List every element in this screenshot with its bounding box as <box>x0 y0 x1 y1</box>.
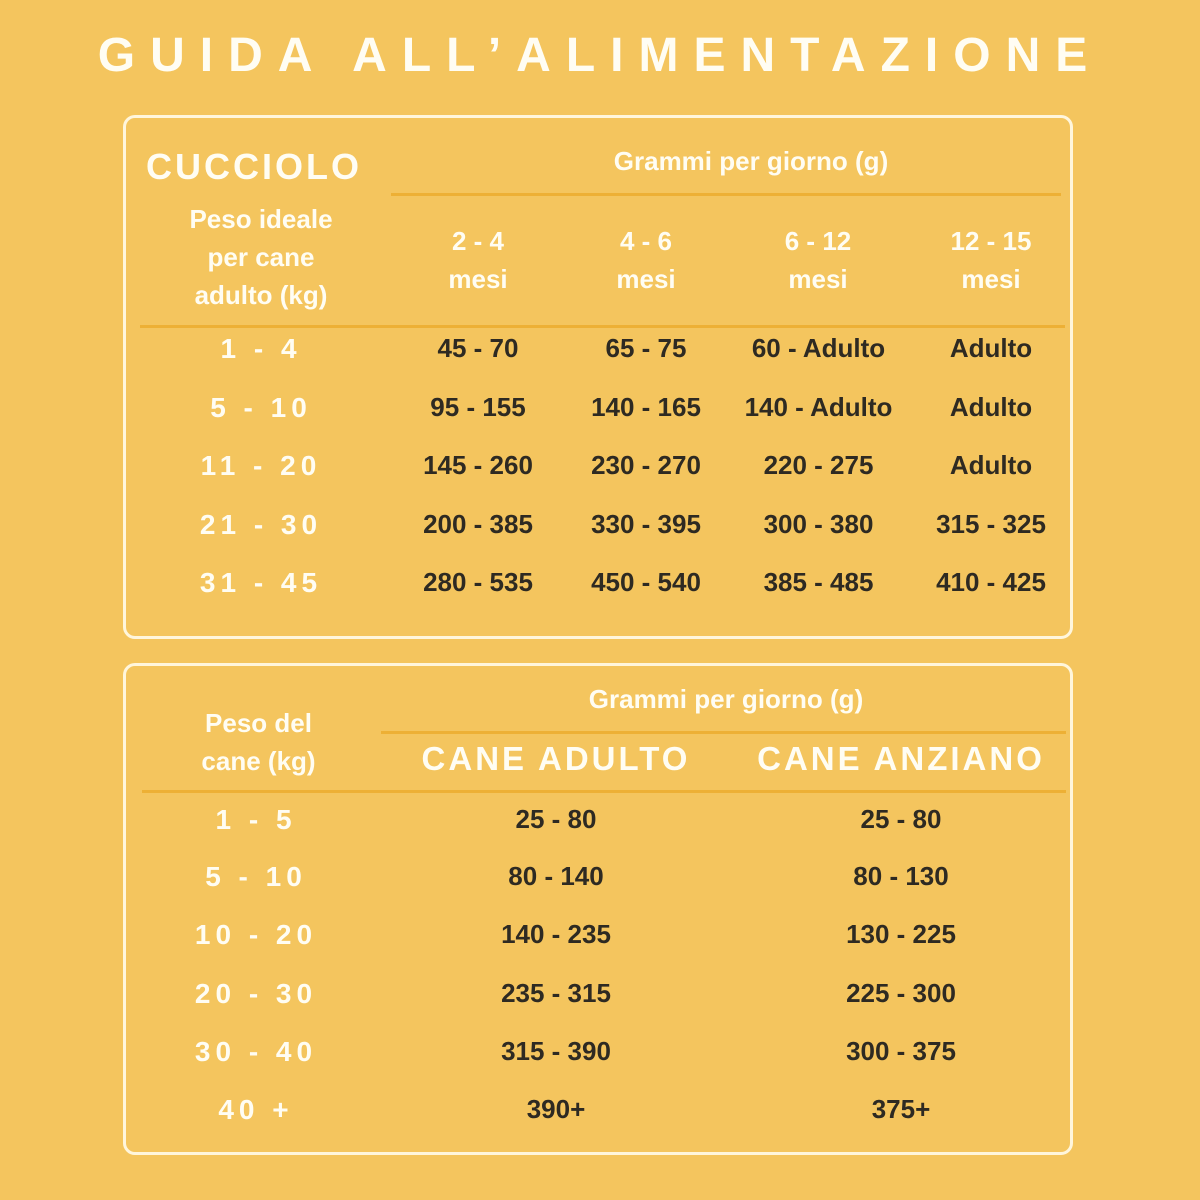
column-unit: mesi <box>448 264 508 294</box>
weight-cell: 1 - 5 <box>215 804 297 835</box>
value-cell: 390+ <box>526 1094 586 1124</box>
value-cell: 145 - 260 <box>423 450 533 480</box>
value-cell: 25 - 80 <box>515 804 597 834</box>
value-cell: 130 - 225 <box>846 919 956 949</box>
weight-cell: 1 - 4 <box>220 333 302 364</box>
grams-per-day-header: Grammi per giorno (g) <box>588 684 864 714</box>
weight-cell: 30 - 40 <box>194 1036 318 1067</box>
column-header-cane-adulto: CANE ADULTO <box>421 740 691 777</box>
value-cell: 60 - Adulto <box>751 333 886 363</box>
weight-header-line: cane (kg) <box>201 746 316 776</box>
value-cell: 315 - 390 <box>501 1036 611 1066</box>
value-cell: 300 - 380 <box>763 509 874 539</box>
column-unit: mesi <box>616 264 676 294</box>
weight-cell: 5 - 10 <box>205 861 307 892</box>
value-cell: 375+ <box>871 1094 931 1124</box>
value-cell: 235 - 315 <box>501 978 611 1008</box>
weight-cell: 31 - 45 <box>199 567 323 598</box>
value-cell: 200 - 385 <box>423 509 533 539</box>
value-cell: Adulto <box>949 333 1033 363</box>
column-range: 6 - 12 <box>784 226 852 256</box>
body-divider <box>142 790 1066 793</box>
value-cell: 315 - 325 <box>936 509 1046 539</box>
value-cell: 95 - 155 <box>430 392 526 422</box>
weight-cell: 11 - 20 <box>200 450 322 481</box>
table-row <box>126 509 1070 549</box>
weight-cell: 20 - 30 <box>194 978 318 1009</box>
column-header-4-6-months <box>566 222 726 298</box>
weight-header-line: adulto (kg) <box>194 280 328 310</box>
table-row <box>126 919 1070 959</box>
value-cell: 225 - 300 <box>846 978 956 1008</box>
weight-cell: 5 - 10 <box>210 392 312 423</box>
value-cell: 45 - 70 <box>437 333 519 363</box>
table-row <box>126 392 1070 432</box>
column-range: 2 - 4 <box>451 226 505 256</box>
table-row <box>126 333 1070 373</box>
column-unit: mesi <box>961 264 1021 294</box>
body-divider <box>140 325 1065 328</box>
value-cell: 140 - 235 <box>501 919 611 949</box>
value-cell: 140 - Adulto <box>744 392 893 422</box>
value-cell: 385 - 485 <box>763 567 874 597</box>
column-range: 4 - 6 <box>619 226 673 256</box>
value-cell: 65 - 75 <box>605 333 687 363</box>
weight-header-line: Peso del <box>205 708 312 738</box>
value-cell: 80 - 130 <box>853 861 949 891</box>
value-cell: 330 - 395 <box>591 509 701 539</box>
weight-header-line: Peso ideale <box>189 204 333 234</box>
value-cell: Adulto <box>949 392 1033 422</box>
column-unit: mesi <box>788 264 848 294</box>
section-label-cucciolo: CUCCIOLO <box>146 146 362 187</box>
value-cell: 450 - 540 <box>591 567 701 597</box>
value-cell: 140 - 165 <box>591 392 701 422</box>
value-cell: 410 - 425 <box>936 567 1046 597</box>
header-divider <box>381 731 1066 734</box>
weight-cell: 10 - 20 <box>194 919 318 950</box>
column-range: 12 - 15 <box>950 226 1032 256</box>
table-row <box>126 804 1070 844</box>
page-title: GUIDA ALL’ALIMENTAZIONE <box>97 29 1103 82</box>
value-cell: 80 - 140 <box>508 861 604 891</box>
weight-cell: 40 + <box>218 1094 294 1125</box>
weight-column-header <box>136 200 386 314</box>
adult-feeding-table <box>123 663 1073 1155</box>
table-row <box>126 861 1070 901</box>
weight-cell: 21 - 30 <box>199 509 323 540</box>
column-header-cane-anziano: CANE ANZIANO <box>757 740 1045 777</box>
weight-header-line: per cane <box>207 242 315 272</box>
value-cell: 220 - 275 <box>763 450 874 480</box>
weight-column-header <box>136 704 381 780</box>
header-divider <box>391 193 1061 196</box>
value-cell: Adulto <box>949 450 1033 480</box>
column-header-2-4-months <box>398 222 558 298</box>
value-cell: 230 - 270 <box>591 450 701 480</box>
column-header-6-12-months <box>738 222 898 298</box>
puppy-feeding-table <box>123 115 1073 639</box>
table-row <box>126 978 1070 1018</box>
table-row <box>126 567 1070 607</box>
table-row <box>126 1094 1070 1134</box>
value-cell: 300 - 375 <box>846 1036 956 1066</box>
column-header-12-15-months <box>911 222 1071 298</box>
table-row <box>126 1036 1070 1076</box>
value-cell: 25 - 80 <box>860 804 942 834</box>
table-row <box>126 450 1070 490</box>
value-cell: 280 - 535 <box>423 567 533 597</box>
grams-per-day-header: Grammi per giorno (g) <box>613 146 889 176</box>
